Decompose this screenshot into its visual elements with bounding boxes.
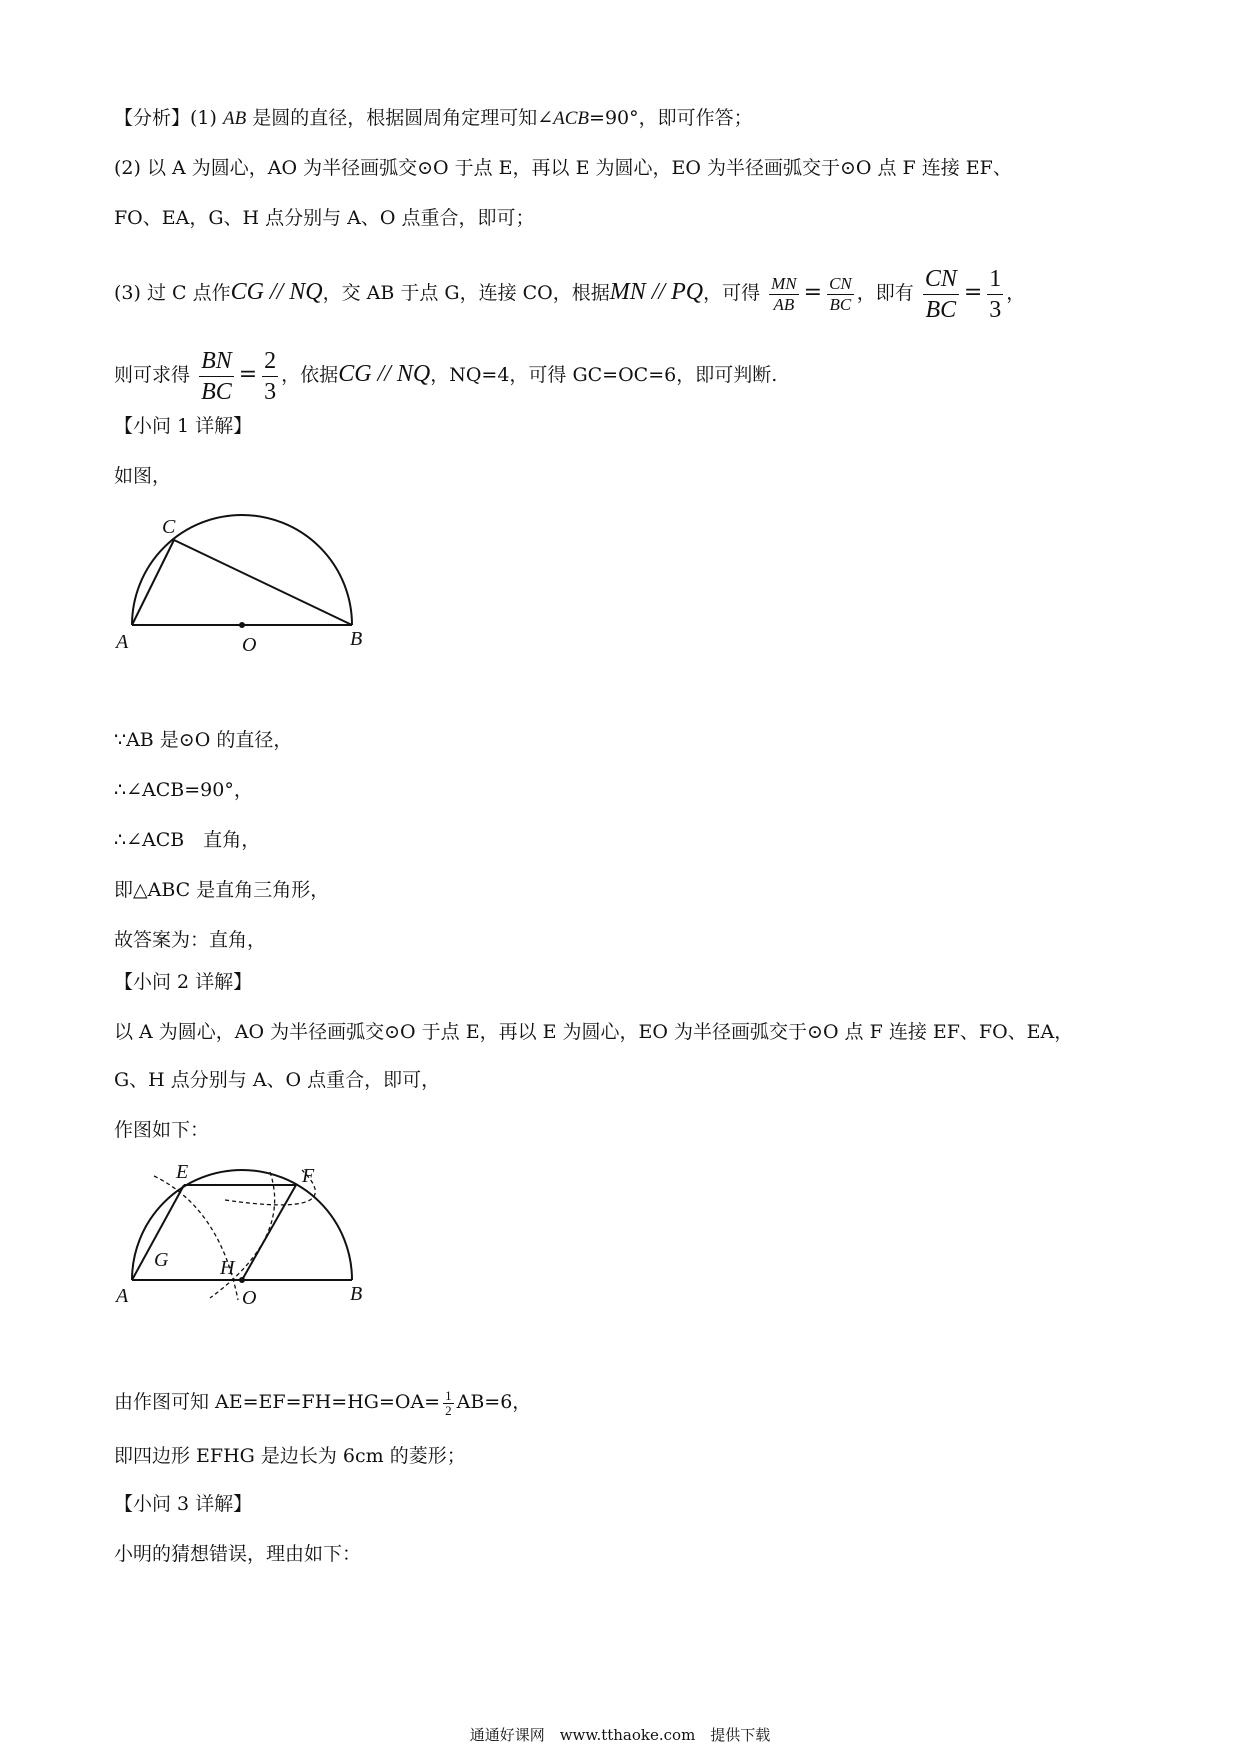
label-o: O [242, 1287, 257, 1308]
q1-step-3: ∴∠ACB 直角， [114, 829, 261, 851]
label-g: G [154, 1249, 169, 1271]
q2-result-1: 由作图可知 AE=EF=FH=HG=OA= $\frac{1}{2}$ AB=6， [114, 1387, 532, 1418]
figure-rhombus-construction [110, 1158, 380, 1308]
q2-para-2: G、H 点分别与 A、O 点重合，即可， [114, 1069, 441, 1091]
page-footer: 通通好课网 www.tthaoke.com 提供下载 [469, 1726, 771, 1744]
analysis-line-5: 则可求得 $\frac{BN}{BC}$ = $\frac{2}{3}$ ，依据CG // NQ，NQ=4，可得 GC=OC=6，即可判断. [114, 347, 778, 405]
center-point [239, 1277, 245, 1283]
fraction-cn-bc-large: $\frac{CN}{BC}$ [924, 265, 957, 323]
analysis-line-1: 【分析】(1) AB 是圆的直径，根据圆周角定理可知∠ACB=90°，即可作答； [114, 107, 753, 129]
analysis-line-4: (3) 过 C 点作CG // NQ，交 AB 于点 G，连接 CO，根据MN // PQ，可得 $\frac{MN}{AB}$ = $\frac{CN}{BC}$ ，即有 $\frac{CN}{BC}$ = $\frac{1}{3}$ ， [114, 265, 1026, 323]
fraction-one-third: $\frac{1}{3}$ [989, 265, 1002, 323]
label-a: A [116, 1285, 129, 1307]
fraction-two-thirds: $\frac{2}{3}$ [264, 347, 277, 405]
q2-result-2: 即四边形 EFHG 是边长为 6cm 的菱形； [114, 1445, 466, 1467]
label-f: F [302, 1165, 315, 1187]
q2-para-1: 以 A 为圆心，AO 为半径画弧交⊙O 于点 E，再以 E 为圆心，EO 为半径画弧交于⊙O 点 F 连接 EF、FO、EA， [114, 1021, 1074, 1043]
q1-heading: 【小问 1 详解】 [114, 415, 253, 437]
figure-semicircle-triangle [110, 508, 370, 658]
fraction-bn-bc: $\frac{BN}{BC}$ [201, 347, 232, 405]
analysis-line-3: FO、EA，G、H 点分别与 A、O 点重合，即可； [114, 207, 535, 229]
label-o: O [242, 634, 257, 656]
q1-step-1: ∵AB 是⊙O 的直径， [114, 729, 293, 751]
fraction-cn-bc: $\frac{CN}{BC}$ [829, 273, 852, 314]
construction-arc-a [154, 1176, 238, 1300]
label-h: H [220, 1257, 235, 1279]
q2-para-3: 作图如下： [114, 1119, 210, 1141]
chord-ac [132, 540, 174, 625]
q2-heading: 【小问 2 详解】 [114, 971, 253, 993]
label-b: B [350, 1283, 363, 1305]
segment-fo [242, 1185, 296, 1280]
q1-step-4: 即△ABC 是直角三角形， [114, 879, 330, 901]
q3-heading: 【小问 3 详解】 [114, 1493, 253, 1515]
q3-para-1: 小明的猜想错误，理由如下： [114, 1543, 362, 1565]
label-a: A [116, 631, 129, 653]
analysis-tag: 【分析】 [114, 107, 191, 129]
fraction-one-half: $\frac{1}{2}$ [445, 1387, 452, 1418]
analysis-line-2: (2) 以 A 为圆心，AO 为半径画弧交⊙O 于点 E，再以 E 为圆心，EO 为半径画弧交于⊙O 点 F 连接 EF、 [114, 157, 1012, 179]
fraction-mn-ab: $\frac{MN}{AB}$ [771, 273, 797, 314]
q1-step-5: 故答案为：直角， [114, 929, 267, 951]
label-c: C [162, 516, 176, 538]
label-e: E [176, 1161, 189, 1183]
label-b: B [350, 628, 363, 650]
q1-step-2: ∴∠ACB=90°， [114, 779, 253, 801]
center-point [239, 622, 245, 628]
q1-intro: 如图， [114, 465, 172, 487]
